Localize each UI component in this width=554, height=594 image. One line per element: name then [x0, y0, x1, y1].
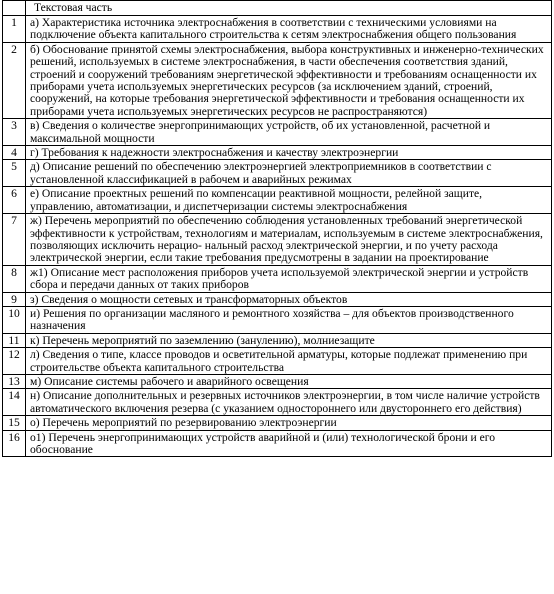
table-row [3, 333, 552, 347]
table-row [3, 430, 552, 457]
table-row [3, 416, 552, 430]
requirements-table [2, 0, 552, 457]
row-number: 14 [3, 389, 26, 416]
row-text: г) Требования к надежности электроснабжения и качеству электроэнергии [26, 146, 552, 160]
row-number: 5 [3, 160, 26, 187]
row-text: б) Обоснование принятой схемы электроснабжения, выбора конструктивных и инженерно-технических решений, используемых в системе электроснабжения, в части обеспечения соответствия зданий, строений и сооружений требованиям энергетической эффективности и требованиям оснащенности их приборами учета используемых энергетических ресурсов (за исключением зданий, строений, сооружений, на которые требования энергетической эффективности и требования оснащенности их приборами учета используемых энергетических ресурсов не распространяются) [26, 42, 552, 118]
row-text: ж) Перечень мероприятий по обеспечению соблюдения установленных требований энергетической эффективности к устройствам, технологиям и материалам, используемым в системе электроснабжения, позволяющих исключить нерацио- нальный расход электрической энергии, и по учету расхода электрической энергии, если такие требования предусмотрены в задании на проектирование [26, 214, 552, 266]
table-row [3, 146, 552, 160]
row-text: е) Описание проектных решений по компенсации реактивной мощности, релейной защите, управлению, автоматизации, и диспетчеризации системы электроснабжения [26, 187, 552, 214]
row-number: 9 [3, 292, 26, 306]
row-text: з) Сведения о мощности сетевых и трансформаторных объектов [26, 292, 552, 306]
row-number: 11 [3, 333, 26, 347]
row-text: о) Перечень мероприятий по резервированию электроэнергии [26, 416, 552, 430]
row-text: о1) Перечень энергопринимающих устройств аварийной и (или) технологической брони и его обоснование [26, 430, 552, 457]
row-text: к) Перечень мероприятий по заземлению (занулению), молниезащите [26, 333, 552, 347]
row-number: 12 [3, 348, 26, 375]
row-text: м) Описание системы рабочего и аварийного освещения [26, 374, 552, 388]
row-text: и) Решения по организации масляного и ремонтного хозяйства – для объектов производственного назначения [26, 306, 552, 333]
row-text: н) Описание дополнительных и резервных источников электроэнергии, в том числе наличие устройств автоматического включения резерва (с указанием одностороннего или двустороннего его действия) [26, 389, 552, 416]
row-number: 6 [3, 187, 26, 214]
row-number: 1 [3, 16, 26, 43]
row-text: л) Сведения о типе, классе проводов и осветительной арматуры, которые подлежат применению при строительстве объекта капитального строительства [26, 348, 552, 375]
row-number: 16 [3, 430, 26, 457]
table-row [3, 306, 552, 333]
row-number: 7 [3, 214, 26, 266]
row-text: ж1) Описание мест расположения приборов учета используемой электрической энергии и устройств сбора и передачи данных от таких приборов [26, 265, 552, 292]
row-text: а) Характеристика источника электроснабжения в соответствии с техническими условиями на подключение объекта капитального строительства к сетям электроснабжения общего пользования [26, 16, 552, 43]
table-row [3, 265, 552, 292]
row-text: в) Сведения о количестве энергопринимающих устройств, об их установленной, расчетной и максимальной мощности [26, 119, 552, 146]
table-row [3, 187, 552, 214]
table-header-row [3, 1, 552, 16]
row-number: 8 [3, 265, 26, 292]
header-number-cell [3, 1, 26, 16]
row-number: 15 [3, 416, 26, 430]
table-row [3, 389, 552, 416]
row-number: 4 [3, 146, 26, 160]
table-row [3, 214, 552, 266]
row-text: д) Описание решений по обеспечению электроэнергией электроприемников в соответствии с установленной классификацией в рабочем и аварийных режимах [26, 160, 552, 187]
table-row [3, 160, 552, 187]
table-row [3, 16, 552, 43]
table-row [3, 374, 552, 388]
table-row [3, 292, 552, 306]
row-number: 3 [3, 119, 26, 146]
row-number: 2 [3, 42, 26, 118]
table-row [3, 348, 552, 375]
table-row [3, 42, 552, 118]
row-number: 13 [3, 374, 26, 388]
table-row [3, 119, 552, 146]
row-number: 10 [3, 306, 26, 333]
table-header-title: Текстовая часть [26, 1, 552, 16]
